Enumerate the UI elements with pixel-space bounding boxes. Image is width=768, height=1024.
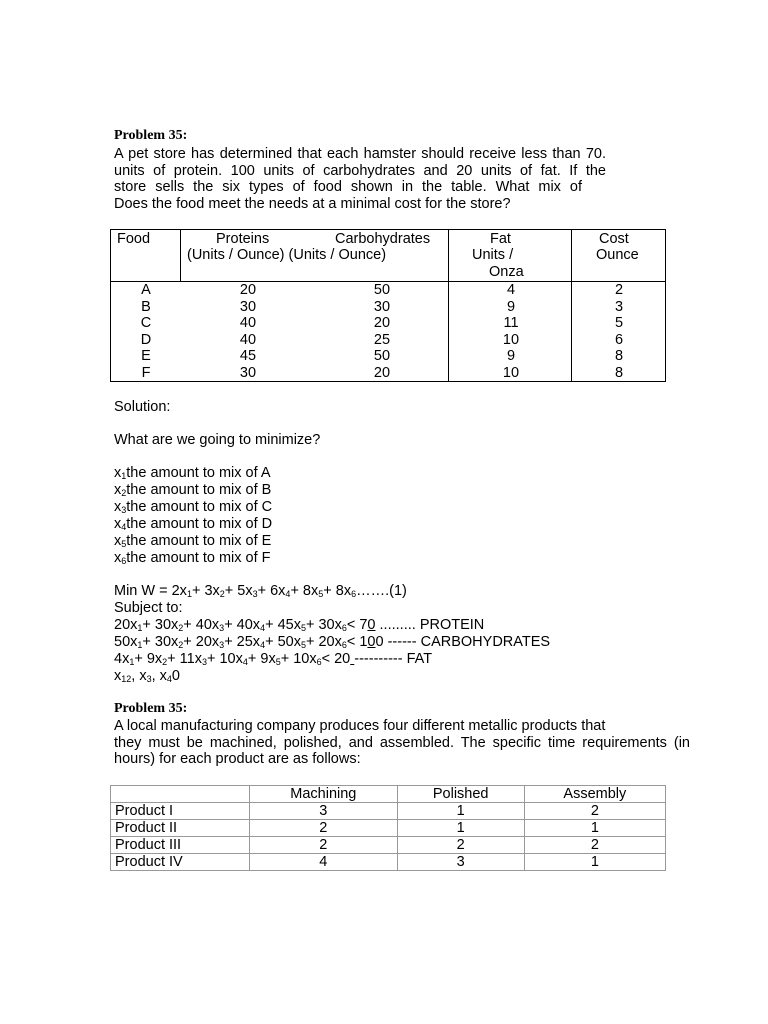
cost-cell: 8 <box>614 348 624 365</box>
header-machining: Machining <box>250 786 398 803</box>
minimize-question: What are we going to minimize? <box>114 432 321 448</box>
subject-to-label: Subject to: <box>114 600 183 616</box>
assembly-value: 2 <box>524 803 665 820</box>
polished-value: 2 <box>397 837 524 854</box>
statement-line: A local manufacturing company produces four different metallic products that <box>114 718 606 734</box>
statement-line: units of protein. 100 units of carbohydrates and 20 units of fat. If the <box>114 162 606 179</box>
statement-line: hours) for each product are as follows: <box>114 751 361 768</box>
carbohydrates-constraint: $50x_1+ 30x_2+ 20x_3+ 25x_4+ 50x_5+ 20x_6< 100$ ------ CARBOHYDRATES <box>114 634 551 650</box>
food-cell: D <box>140 331 152 348</box>
fat-cell: 10 <box>502 331 520 348</box>
table-row <box>111 837 666 854</box>
variable-definition: $x_1the$ amount to mix of A <box>114 465 271 481</box>
column-food <box>131 282 161 382</box>
assembly-value: 1 <box>524 854 665 871</box>
polished-value: 1 <box>397 820 524 837</box>
proteins-cell: 20 <box>239 282 257 298</box>
column-carbohydrates <box>367 282 397 382</box>
variable-definition: $x_6the$ amount to mix of F <box>114 550 271 566</box>
solution-label: Solution: <box>114 399 171 415</box>
carbohydrates-cell: 20 <box>373 364 391 381</box>
protein-constraint: $20x_1+ 30x_2+ 40x_3+ 40x_4+ 45x_5+ 30x_6< 70$ ......... PROTEIN <box>114 617 485 633</box>
product-name: Product II <box>111 820 250 837</box>
variable-definition: $x_5the$ amount to mix of E <box>114 533 272 549</box>
machining-value: 3 <box>250 803 398 820</box>
proteins-cell: 40 <box>239 315 257 332</box>
problem-heading: Problem 35: <box>114 701 188 716</box>
assembly-value: 1 <box>524 820 665 837</box>
column-cost <box>604 282 634 382</box>
carbohydrates-cell: 50 <box>373 348 391 365</box>
problem-heading: Problem 35: <box>114 128 188 143</box>
objective-function: Min $W = 2x_1+ 3x_2+ 5x_3+ 6x_4+ 8x_5+$ $8x_6\dots\dots.(1)$ <box>114 583 407 599</box>
model-formulation <box>114 583 550 685</box>
nonnegativity-constraint: $x_{12}$, $x_3$, $x_40$ <box>114 668 180 684</box>
product-name: Product IV <box>111 854 250 871</box>
problem-statement <box>114 718 690 768</box>
machining-value: 4 <box>250 854 398 871</box>
proteins-cell: 40 <box>239 331 257 348</box>
statement-line: they must be machined, polished, and assembled. The specific time requirements (in <box>114 734 690 751</box>
table-row <box>111 820 666 837</box>
table-row <box>111 854 666 871</box>
header-fat: Fat <box>490 231 511 247</box>
variable-definition: $x_2the$ amount to mix of B <box>114 482 272 498</box>
food-cell: C <box>140 315 152 332</box>
fat-cell: 9 <box>506 298 516 315</box>
cost-cell: 3 <box>614 298 624 315</box>
table-header-row <box>111 786 666 803</box>
proteins-cell: 30 <box>239 364 257 381</box>
carbohydrates-cell: 30 <box>373 298 391 315</box>
statement-line: A pet store has determined that each hamster should receive less than 70. <box>114 146 606 162</box>
header-cost: Cost <box>599 231 629 247</box>
carbohydrates-cell: 20 <box>373 315 391 332</box>
column-proteins <box>233 282 263 382</box>
assembly-value: 2 <box>524 837 665 854</box>
fat-cell: 11 <box>503 315 519 332</box>
statement-line: store sells the six types of food shown in the table. What mix of <box>114 179 582 196</box>
food-nutrition-table <box>110 229 666 382</box>
cost-cell: 2 <box>614 282 624 298</box>
food-cell: F <box>141 364 151 381</box>
food-cell: E <box>141 348 151 365</box>
header-cost-unit: Ounce <box>596 247 639 263</box>
variable-definition: $x_3the$ amount to mix of C <box>114 499 273 515</box>
carbohydrates-cell: 25 <box>373 331 391 348</box>
header-assembly: Assembly <box>524 786 665 803</box>
proteins-cell: 45 <box>239 348 257 365</box>
header-food: Food <box>117 231 151 247</box>
table-row <box>111 803 666 820</box>
header-polished: Polished <box>397 786 524 803</box>
carbohydrates-cell: 50 <box>373 282 391 298</box>
polished-value: 3 <box>397 854 524 871</box>
header-carbohydrates: Carbohydrates <box>335 231 431 247</box>
fat-constraint: $4x_1+ 9x_2+ 11x_3+ 10x_4+ 9x_5+ 10x_6< 20$ ---------- FAT <box>114 651 433 667</box>
header-fat-units: Units / <box>472 247 514 263</box>
proteins-cell: 30 <box>239 298 257 315</box>
header-fat-onza: Onza <box>489 264 524 280</box>
product-name: Product III <box>111 837 250 854</box>
column-fat <box>496 282 526 382</box>
machining-value: 2 <box>250 837 398 854</box>
decision-variables <box>114 465 272 567</box>
cost-cell: 6 <box>614 331 624 348</box>
food-cell: A <box>141 282 151 298</box>
cost-cell: 5 <box>614 315 624 332</box>
product-time-table <box>110 785 666 871</box>
header-proteins: Proteins <box>216 231 270 247</box>
fat-cell: 9 <box>506 348 516 365</box>
product-name: Product I <box>111 803 250 820</box>
machining-value: 2 <box>250 820 398 837</box>
cost-cell: 8 <box>614 364 624 381</box>
food-cell: B <box>141 298 151 315</box>
header-units-per-ounce: (Units / Ounce) (Units / Ounce) <box>187 247 387 263</box>
polished-value: 1 <box>397 803 524 820</box>
header-cell <box>111 786 250 803</box>
statement-line: Does the food meet the needs at a minimal cost for the store? <box>114 195 511 212</box>
variable-definition: $x_4the$ amount to mix of D <box>114 516 273 532</box>
fat-cell: 4 <box>506 282 516 298</box>
problem-statement <box>114 146 606 212</box>
fat-cell: 10 <box>502 364 520 381</box>
